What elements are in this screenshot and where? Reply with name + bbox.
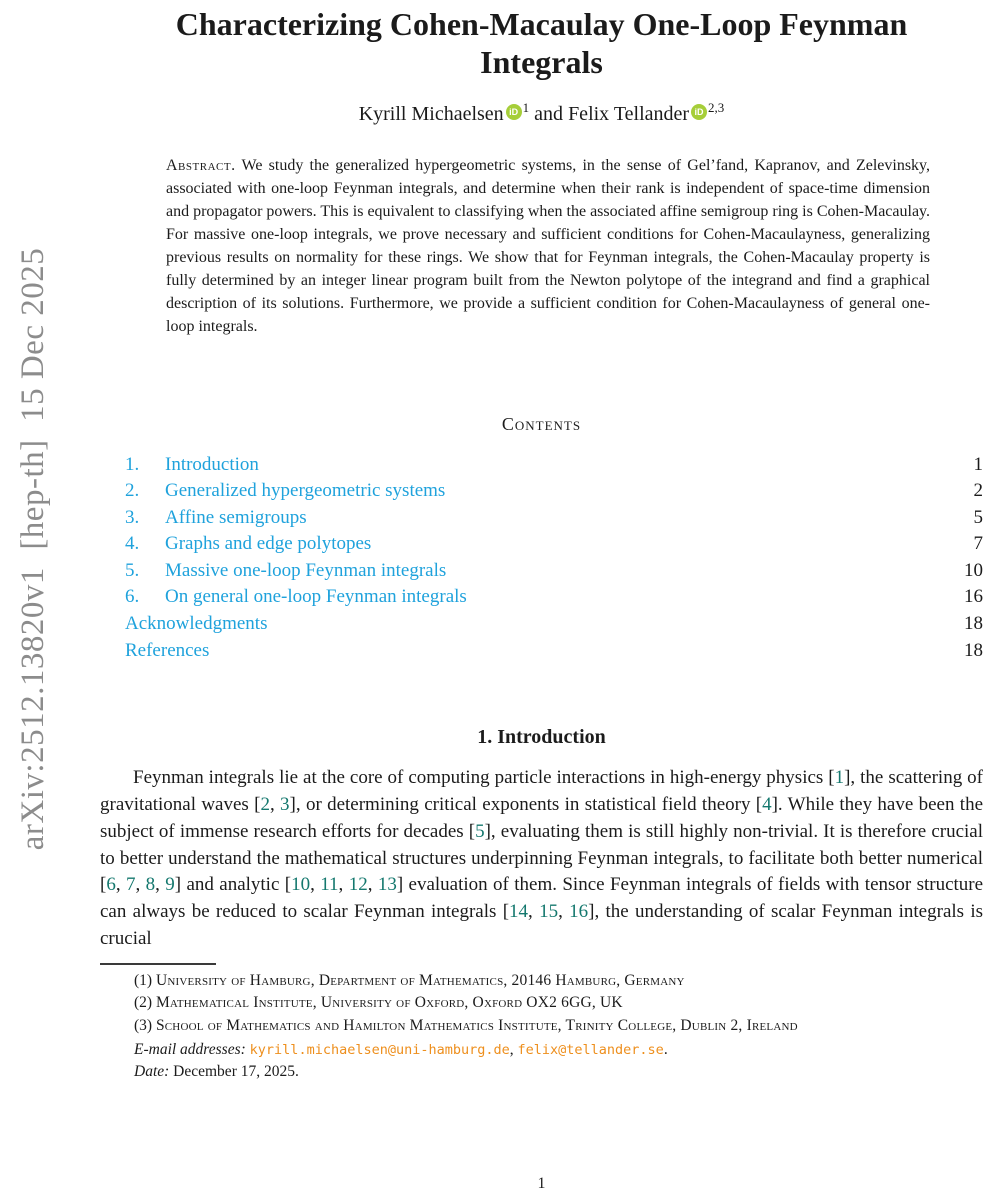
paragraph-text: ] evaluation of them. Since Feynman integrals of fields with tensor structure can always be reduced to scalar Feynman integrals [ [100, 874, 984, 923]
paragraph-text: , [338, 874, 349, 896]
toc-leader [445, 478, 973, 505]
footnote-marker: (3) [134, 1016, 156, 1034]
email-link[interactable]: felix@tellander.se [517, 1042, 664, 1059]
authors-separator: and [529, 102, 569, 125]
toc-item-title: Graphs and edge polytopes [165, 533, 372, 555]
toc-item-page: 18 [964, 613, 983, 635]
citation-link[interactable]: 1 [834, 767, 845, 789]
toc-item-number: 1. [125, 453, 140, 475]
toc-leader [371, 531, 973, 558]
paragraph-text: ]. While they have been the subject of immense research efforts for decades [ [100, 794, 983, 842]
citation-link[interactable]: 11 [320, 874, 339, 896]
citation-link[interactable]: 16 [569, 901, 589, 923]
paragraph-text: ], evaluating them is still highly non-trivial. It is therefore crucial to better understand the mathematical structures underpinning Feynman integrals, to facilitate both better numerical [ [100, 820, 983, 896]
paragraph-text: , [115, 874, 126, 896]
footnote-rule [100, 963, 216, 965]
footnote-text: Mathematical Institute, University of Oxford, Oxford OX2 6GG, UK [155, 994, 623, 1012]
toc-item-page: 7 [973, 533, 983, 555]
email-line [134, 1039, 983, 1061]
toc-item-page: 2 [973, 480, 983, 502]
paragraph-text: , [367, 874, 378, 896]
citation-link[interactable]: 9 [165, 874, 175, 896]
toc-item-number: 3. [125, 506, 140, 528]
toc-item-title: Introduction [165, 453, 259, 475]
toc-leader [259, 452, 974, 479]
toc-item-title: Generalized hypergeometric systems [165, 480, 446, 502]
section-heading-introduction: 1. Introduction [477, 726, 606, 749]
date-line [134, 1061, 983, 1082]
footnote-text: University of Hamburg, Department of Mathematics, 20146 Hamburg, Germany [155, 971, 685, 989]
toc-item-page: 16 [964, 586, 983, 608]
paragraph-text: Feynman integrals lie at the core of computing particle interactions in high-energy physics [ [133, 767, 835, 789]
toc-item-title: Acknowledgments [125, 613, 268, 635]
toc-item-title: On general one-loop Feynman integrals [165, 586, 467, 608]
email-link[interactable]: kyrill.michaelsen@uni-hamburg.de [249, 1042, 510, 1059]
footnote-marker: (1) [134, 971, 156, 989]
toc-item-number: 2. [125, 480, 140, 502]
arxiv-watermark: arXiv:2512.13820v1 [hep-th] 15 Dec 2025 [15, 247, 51, 851]
date-value: December 17, 2025. [169, 1063, 299, 1081]
paper-title: Characterizing Cohen-Macaulay One-Loop Feynman Integrals [175, 6, 908, 80]
citation-link[interactable]: 3 [280, 794, 290, 816]
toc-item-number: 5. [125, 559, 140, 581]
page-number: 1 [537, 1175, 546, 1192]
affiliation-footnote [100, 1015, 983, 1038]
toc-leader [307, 505, 974, 532]
toc-item-page: 5 [973, 506, 983, 528]
author-name-1: Kyrill Michaelsen [358, 102, 504, 125]
toc-item[interactable] [125, 558, 983, 585]
citation-link[interactable]: 14 [509, 901, 529, 923]
paragraph-text: , [310, 874, 321, 896]
citation-link[interactable]: 10 [291, 874, 311, 896]
authors-line [100, 100, 983, 126]
abstract-label: Abstract. [166, 156, 236, 174]
email-separator: , [509, 1041, 518, 1059]
introduction-paragraph [100, 765, 983, 953]
affiliation-superscript-1: 1 [522, 99, 530, 115]
abstract [166, 154, 930, 338]
toc-item-page: 1 [973, 453, 983, 475]
toc-leader [446, 558, 964, 585]
paragraph-text: ] and analytic [ [174, 874, 292, 896]
paragraph-text: ], the understanding of scalar Feynman integrals is crucial [100, 901, 984, 950]
toc-leader [209, 638, 964, 665]
date-label: Date: [134, 1063, 170, 1081]
footnote-text: School of Mathematics and Hamilton Mathematics Institute, Trinity College, Dublin 2, Ireland [155, 1016, 798, 1034]
email-suffix: . [663, 1041, 668, 1059]
toc-item[interactable] [125, 584, 983, 611]
toc-item-title: Massive one-loop Feynman integrals [165, 559, 447, 581]
toc-leader [267, 611, 964, 638]
contents-heading: Contents [501, 413, 582, 434]
toc-leader [467, 584, 964, 611]
paragraph-text: , [155, 874, 166, 896]
affiliation-footnote [100, 970, 983, 993]
orcid-icon[interactable]: iD [506, 104, 522, 120]
toc-item[interactable] [125, 452, 983, 479]
citation-link[interactable]: 13 [377, 874, 397, 896]
affiliation-footnote [100, 992, 983, 1015]
email-list [250, 1041, 668, 1058]
citation-link[interactable]: 15 [539, 901, 559, 923]
toc-item[interactable] [125, 611, 983, 638]
toc-item[interactable] [125, 531, 983, 558]
toc-item-title: References [125, 639, 210, 661]
toc-item[interactable] [125, 638, 983, 665]
paragraph-text: ], or determining critical exponents in statistical field theory [ [289, 794, 763, 816]
toc-item-number: 6. [125, 586, 140, 608]
citation-link[interactable]: 12 [348, 874, 368, 896]
citation-link[interactable]: 6 [106, 874, 116, 896]
toc-item[interactable] [125, 505, 983, 532]
citation-link[interactable]: 5 [475, 820, 485, 842]
citation-link[interactable]: 2 [260, 794, 270, 816]
affiliation-superscript-2: 2,3 [708, 99, 725, 115]
citation-link[interactable]: 4 [762, 794, 772, 816]
orcid-icon[interactable]: iD [691, 104, 707, 120]
toc-item-page: 18 [964, 639, 983, 661]
paragraph-text: , [269, 794, 281, 816]
citation-link[interactable]: 7 [125, 874, 136, 896]
abstract-text: We study the generalized hypergeometric systems, in the sense of Gel’fand, Kapranov, and Zelevinsky, associated with one-loop Feynman integrals, and determine when their rank is independent of space-time dimension and propagator powers. This is equivalent to classifying when the associated affine semigroup ring is Cohen-Macaulay. For massive one-loop integrals, we prove necessary and sufficient conditions for Cohen-Macaulayness, generalizing previous results on normality for these rings. We show that for Feynman integrals, the Cohen-Macaulay property is fully determined by an integer linear program built from the Newton polytope of the integrand and find a graphical description of its solutions. Furthermore, we provide a sufficient condition for Cohen-Macaulayness of general one-loop integrals. [166, 156, 931, 335]
paragraph-text: , [135, 874, 146, 896]
author-name-2: Felix Tellander [568, 102, 690, 125]
toc-item-page: 10 [964, 559, 983, 581]
toc-item[interactable] [125, 478, 983, 505]
footnote-marker: (2) [134, 994, 156, 1012]
paragraph-text: , [558, 901, 570, 923]
citation-link[interactable]: 8 [145, 874, 156, 896]
page-content [100, 0, 983, 1082]
email-label: E-mail addresses: [134, 1041, 246, 1059]
toc-item-title: Affine semigroups [165, 506, 307, 528]
paragraph-text: ], the scattering of gravitational waves [ [100, 767, 983, 816]
paragraph-text: , [528, 901, 540, 923]
table-of-contents [125, 452, 983, 665]
toc-item-number: 4. [125, 533, 140, 555]
affiliation-footnotes [100, 970, 983, 1038]
